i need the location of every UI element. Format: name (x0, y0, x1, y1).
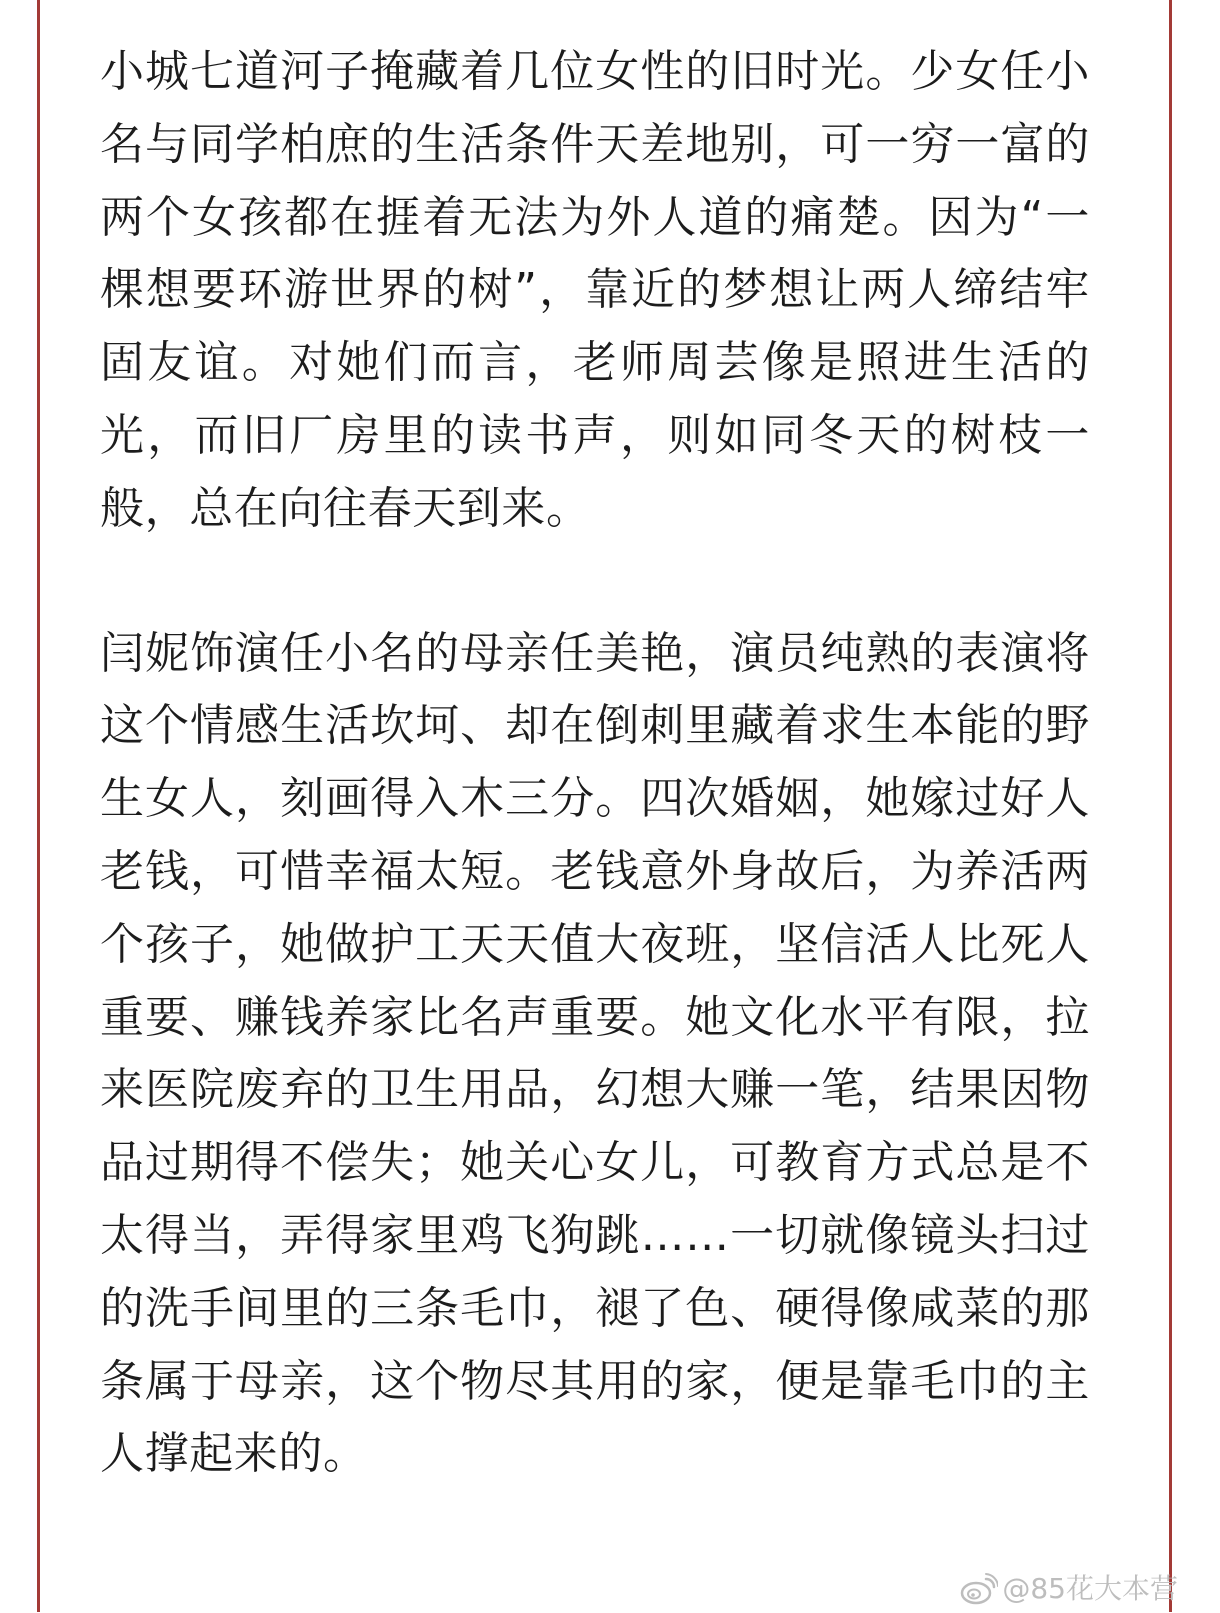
watermark-handle: @85花大本营 (1002, 1572, 1178, 1605)
paragraph-story-intro: 小城七道河子掩藏着几位女性的旧时光。少女任小名与同学柏庶的生活条件天差地别，可一穷一富的两个女孩都在捱着无法为外人道的痛楚。因为“一棵想要环游世界的树”，靠近的梦想让两人缔结牢固友谊。对她们而言，老师周芸像是照进生活的光，而旧厂房里的读书声，则如同冬天的树枝一般，总在向往春天到来。 (100, 46, 1090, 534)
paragraph-mother-character: 闫妮饰演任小名的母亲任美艳，演员纯熟的表演将这个情感生活坎坷、却在倒刺里藏着求生本能的野生女人，刻画得入木三分。四次婚姻，她嫁过好人老钱，可惜幸福太短。老钱意外身故后，为养活两个孩子，她做护工天天值大夜班，坚信活人比死人重要、赚钱养家比名声重要。她文化水平有限，拉来医院废弃的卫生用品，幻想大赚一笔，结果因物品过期得不偿失；她关心女儿，可教育方式总是不太得当，弄得家里鸡飞狗跳……一切就像镜头扫过的洗手间里的三条毛巾，褪了色、硬得像咸菜的那条属于母亲，这个物尽其用的家，便是靠毛巾的主人撑起来的。 (100, 627, 1090, 1480)
watermark (960, 1572, 1178, 1606)
article-body (100, 36, 1090, 1491)
left-border-line (37, 0, 40, 1612)
right-border-line (1169, 0, 1172, 1612)
weibo-icon (960, 1573, 998, 1605)
